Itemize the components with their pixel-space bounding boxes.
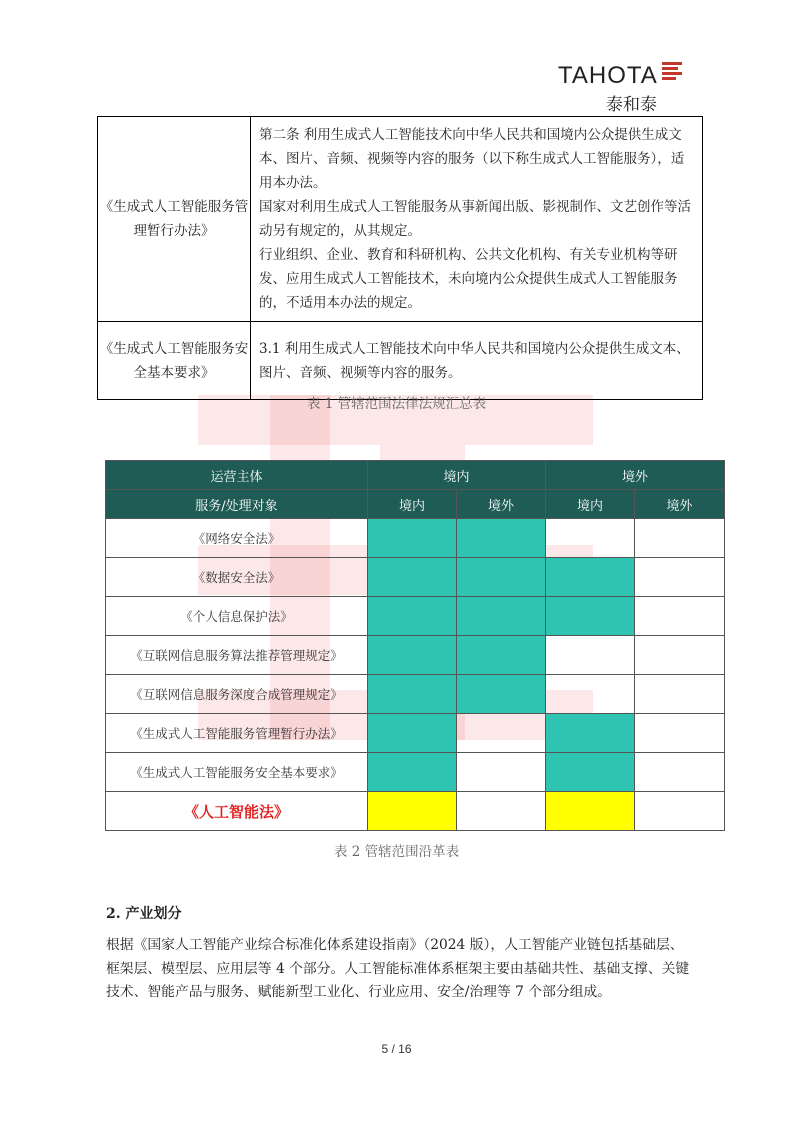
- table-row: [106, 714, 725, 753]
- covered-cell: [546, 558, 635, 597]
- operator-domestic-header: 境内: [368, 461, 546, 490]
- section-paragraph: 根据《国家人工智能产业综合标准化体系建设指南》（2024 版），人工智能产业链包括基础层、框架层、模型层、应用层等 4 个部分。人工智能标准体系框架主要由基础共性、基础支撑、关键技术、智能产品与服务、赋能新型工业化、行业应用、安全/治理等 7 个部分组成。: [106, 937, 690, 1000]
- law-name-cell: 《生成式人工智能服务安全基本要求》: [106, 753, 368, 792]
- empty-cell: [457, 792, 546, 831]
- law-article-cell: [251, 322, 703, 400]
- header-row-target: [106, 490, 725, 519]
- covered-cell: [368, 519, 457, 558]
- table1-caption: 表 1 管辖范围法律法规汇总表: [306, 396, 487, 412]
- covered-cell: [457, 558, 546, 597]
- proposed-cell: [546, 792, 635, 831]
- law-name-cell: 《个人信息保护法》: [106, 597, 368, 636]
- law-article-cell: [251, 117, 703, 322]
- article-paragraph: 3.1 利用生成式人工智能技术向中华人民共和国境内公众提供生成文本、图片、音频、视频等内容的服务。: [259, 340, 690, 381]
- covered-cell: [368, 636, 457, 675]
- target-domestic-header: 境内: [368, 490, 457, 519]
- covered-cell: [368, 597, 457, 636]
- article-paragraph: 行业组织、企业、教育和科研机构、公共文化机构、有关专业机构等研发、应用生成式人工智能技术，未向境内公众提供生成式人工智能服务的，不适用本办法的规定。: [259, 247, 678, 311]
- empty-cell: [635, 753, 725, 792]
- empty-cell: [457, 753, 546, 792]
- table-row: [98, 322, 703, 400]
- brand-mark-icon: [662, 62, 684, 84]
- article-paragraph: 第二条 利用生成式人工智能技术向中华人民共和国境内公众提供生成文本、图片、音频、视频等内容的服务（以下称生成式人工智能服务），适用本办法。: [259, 127, 685, 191]
- covered-cell: [368, 558, 457, 597]
- header-row-operator: [106, 461, 725, 490]
- covered-cell: [457, 636, 546, 675]
- jurisdiction-law-table: [97, 116, 703, 400]
- empty-cell: [546, 519, 635, 558]
- empty-cell: [635, 636, 725, 675]
- covered-cell: [546, 753, 635, 792]
- proposed-cell: [368, 792, 457, 831]
- covered-cell: [368, 714, 457, 753]
- section-heading: 2. 产业划分: [106, 906, 182, 922]
- operator-foreign-header: 境外: [546, 461, 725, 490]
- covered-cell: [457, 675, 546, 714]
- jurisdiction-evolution-table: [105, 460, 725, 831]
- covered-cell: [457, 519, 546, 558]
- table2-caption: 表 2 管辖范围沿革表: [333, 844, 460, 860]
- target-foreign-header: 境外: [635, 490, 725, 519]
- empty-cell: [546, 675, 635, 714]
- article-paragraph: 国家对利用生成式人工智能服务从事新闻出版、影视制作、文艺创作等活动另有规定的，从其规定。: [259, 199, 691, 239]
- empty-cell: [635, 558, 725, 597]
- law-name-cell: 《生成式人工智能服务管理暂行办法》: [106, 714, 368, 753]
- table-row: [106, 597, 725, 636]
- target-foreign-header: 境外: [457, 490, 546, 519]
- law-name-cell: 《网络安全法》: [106, 519, 368, 558]
- table-row: [106, 753, 725, 792]
- operator-header: 运营主体: [106, 461, 368, 490]
- table-row: [106, 519, 725, 558]
- law-name-cell: 《数据安全法》: [106, 558, 368, 597]
- empty-cell: [635, 675, 725, 714]
- law-name-cell: 《生成式人工智能服务安全基本要求》: [98, 322, 251, 400]
- covered-cell: [546, 714, 635, 753]
- target-domestic-header: 境内: [546, 490, 635, 519]
- law-name-cell: 《互联网信息服务深度合成管理规定》: [106, 675, 368, 714]
- law-name-cell: 《人工智能法》: [106, 792, 368, 831]
- covered-cell: [457, 597, 546, 636]
- law-name-cell: 《生成式人工智能服务管理暂行办法》: [98, 117, 251, 322]
- empty-cell: [635, 792, 725, 831]
- covered-cell: [546, 597, 635, 636]
- tahota-logo: [558, 62, 688, 114]
- empty-cell: [546, 636, 635, 675]
- brand-name-cn: 泰和泰: [606, 95, 657, 115]
- covered-cell: [368, 675, 457, 714]
- table-body: [106, 519, 725, 831]
- empty-cell: [457, 714, 546, 753]
- empty-cell: [635, 519, 725, 558]
- table-row: [106, 558, 725, 597]
- empty-cell: [635, 597, 725, 636]
- page-number: 5 / 16: [381, 1042, 412, 1056]
- covered-cell: [368, 753, 457, 792]
- table-row: [106, 792, 725, 831]
- empty-cell: [635, 714, 725, 753]
- table-row: [106, 675, 725, 714]
- brand-name: TAHOTA: [558, 62, 658, 89]
- table-row: [106, 636, 725, 675]
- target-header: 服务/处理对象: [106, 490, 368, 519]
- law-name-cell: 《互联网信息服务算法推荐管理规定》: [106, 636, 368, 675]
- table-row: [98, 117, 703, 322]
